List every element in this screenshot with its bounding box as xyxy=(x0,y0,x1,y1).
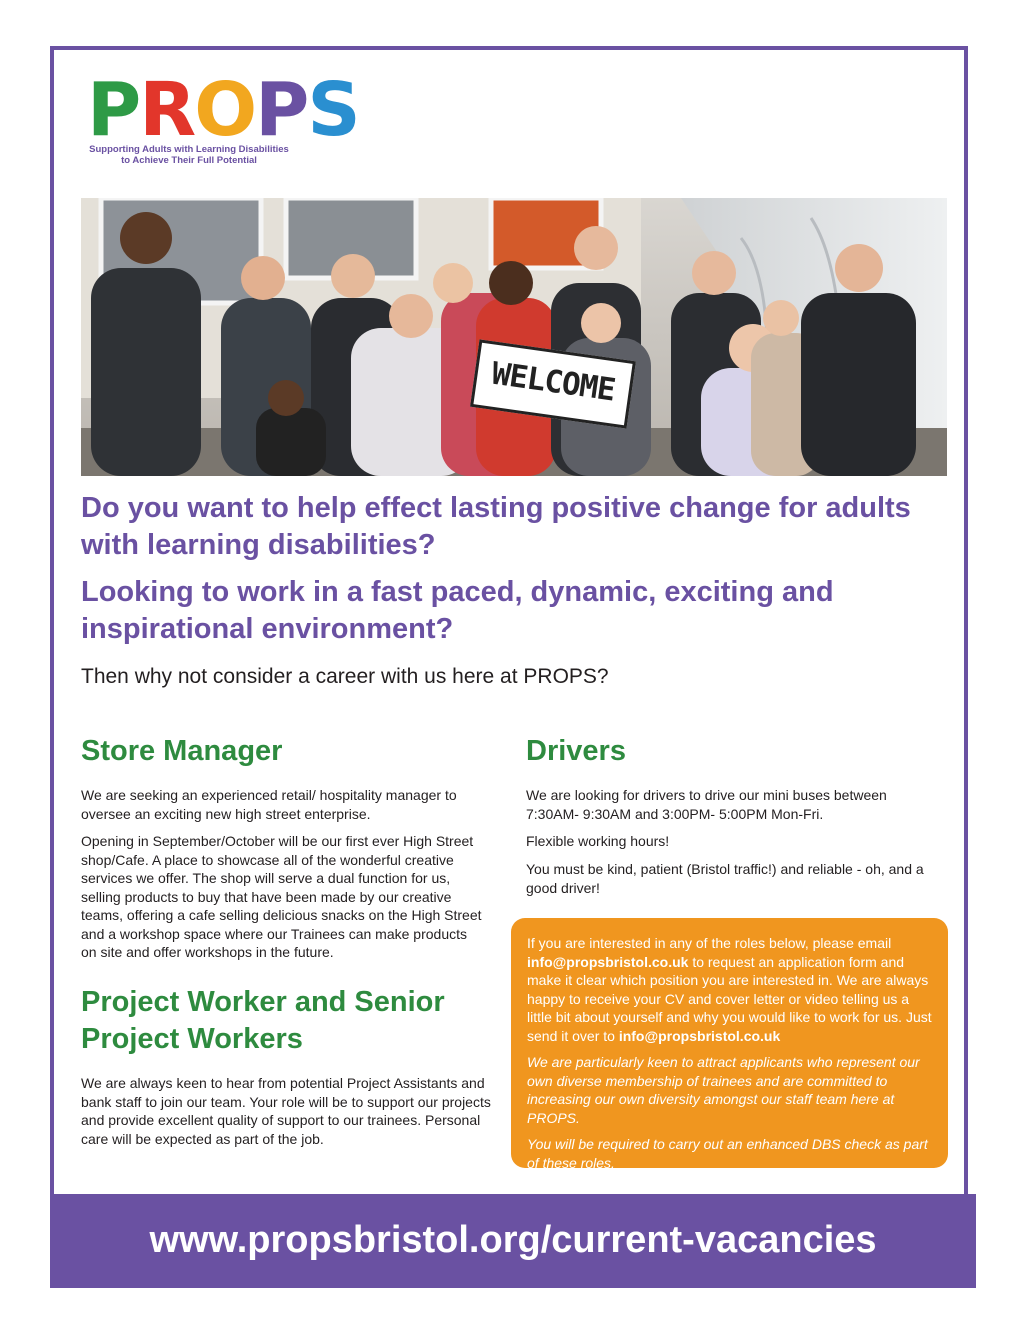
headline-environment: Looking to work in a fast paced, dynamic, exciting and inspirational environment? xyxy=(81,576,834,645)
drivers-title: Drivers xyxy=(526,735,626,767)
store-manager-title: Store Manager xyxy=(81,735,283,767)
headline-change: Do you want to help effect lasting positive change for adults with learning disabilities? xyxy=(81,492,911,561)
intro-text: Then why not consider a career with us here at PROPS? xyxy=(81,665,609,688)
dbs-statement: You will be required to carry out an enhanced DBS check as part of these roles. xyxy=(527,1136,928,1171)
store-manager-p2: Opening in September/October will be our first ever High Street shop/Cafe. A place to showcase all of the wonderful creative services we offer. The shop will serve a dual function for us, selling products to buy that have been made by our creative teams, offering a cafe selling delicious snacks on the High Street and a workshop space where our Trainees can make products on site and offer workshops in the future. xyxy=(81,833,482,960)
props-logo xyxy=(87,67,359,172)
store-manager-p1: We are seeking an experienced retail/ hospitality manager to oversee an exciting new high street enterprise. xyxy=(81,787,457,822)
logo-wordmark: PROPS xyxy=(87,67,359,153)
drivers-p1: We are looking for drivers to drive our mini buses between 7:30AM- 9:30AM and 3:00PM- 5:00PM Mon-Fri. xyxy=(526,787,887,822)
footer-banner xyxy=(50,1194,976,1288)
drivers-p3: You must be kind, patient (Bristol traffic!) and reliable - oh, and a good driver! xyxy=(526,861,924,896)
apply-info-box xyxy=(511,918,948,1171)
logo-tagline: Supporting Adults with Learning Disabilities to Achieve Their Full Potential xyxy=(89,144,289,166)
project-worker-title: Project Worker and Senior Project Workers xyxy=(81,986,445,1055)
project-worker-p1: We are always keen to hear from potential Project Assistants and bank staff to join our team. Your role will be to support our projects and provide excellent quality of support to our trainees. Personal care will be expected as part of the job. xyxy=(81,1075,491,1147)
diversity-statement: We are particularly keen to attract applicants who represent our own diverse membership of trainees and are committed to increasing our own diversity amongst our staff team here at PROPS. xyxy=(527,1054,920,1126)
email-link-1[interactable]: info@propsbristol.co.uk xyxy=(527,953,689,970)
apply-instructions: If you are interested in any of the roles below, please email info@propsbristol.co.uk to request an application form and make it clear which position you are interested in. We are always happy to receive your CV and cover letter or video telling us a little bit about yourself and why you would like to work for us. Just send it over to info@propsbristol.co.uk xyxy=(527,935,932,1044)
welcome-sign: WELCOME xyxy=(470,339,636,428)
vacancies-url-link[interactable]: www.propsbristol.org/current-vacancies xyxy=(149,1219,877,1261)
email-link-2[interactable]: info@propsbristol.co.uk xyxy=(618,1027,781,1044)
drivers-p2: Flexible working hours! xyxy=(526,833,670,849)
team-photo xyxy=(81,198,947,476)
team-photo-illustration xyxy=(81,198,947,476)
